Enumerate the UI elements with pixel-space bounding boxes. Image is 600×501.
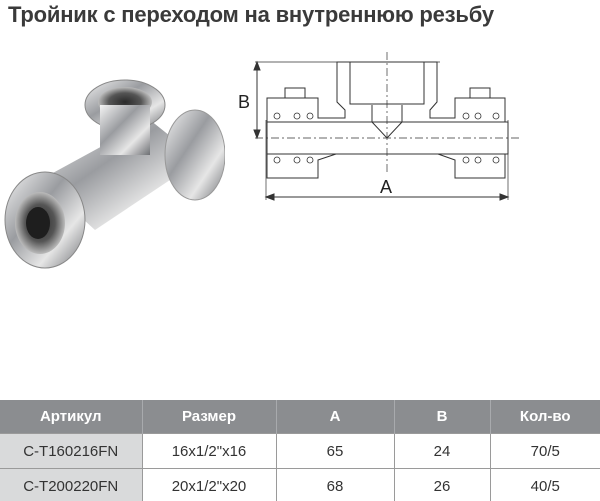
cell-article: C-T160216FN <box>0 434 142 469</box>
dimension-a-label: A <box>380 177 393 197</box>
cell-b: 26 <box>394 469 490 501</box>
technical-drawing <box>0 0 600 220</box>
cell-b: 24 <box>394 434 490 469</box>
header-size: Размер <box>142 400 276 434</box>
cell-size: 20x1/2"x20 <box>142 469 276 501</box>
cell-size: 16x1/2"x16 <box>142 434 276 469</box>
cell-quantity: 40/5 <box>490 469 600 501</box>
cell-a: 65 <box>276 434 394 469</box>
table-header-row <box>0 400 600 434</box>
dimension-b-label: B <box>238 92 251 112</box>
cell-a: 68 <box>276 469 394 501</box>
page-title: Тройник с переходом на внутреннюю резьбу <box>8 2 494 27</box>
header-a: A <box>276 400 394 434</box>
table-row <box>0 469 600 501</box>
header-quantity: Кол-во <box>490 400 600 434</box>
specs-table <box>0 400 600 501</box>
table-row <box>0 434 600 469</box>
cell-article: C-T200220FN <box>0 469 142 501</box>
header-article: Артикул <box>0 400 142 434</box>
cell-quantity: 70/5 <box>490 434 600 469</box>
header-b: B <box>394 400 490 434</box>
